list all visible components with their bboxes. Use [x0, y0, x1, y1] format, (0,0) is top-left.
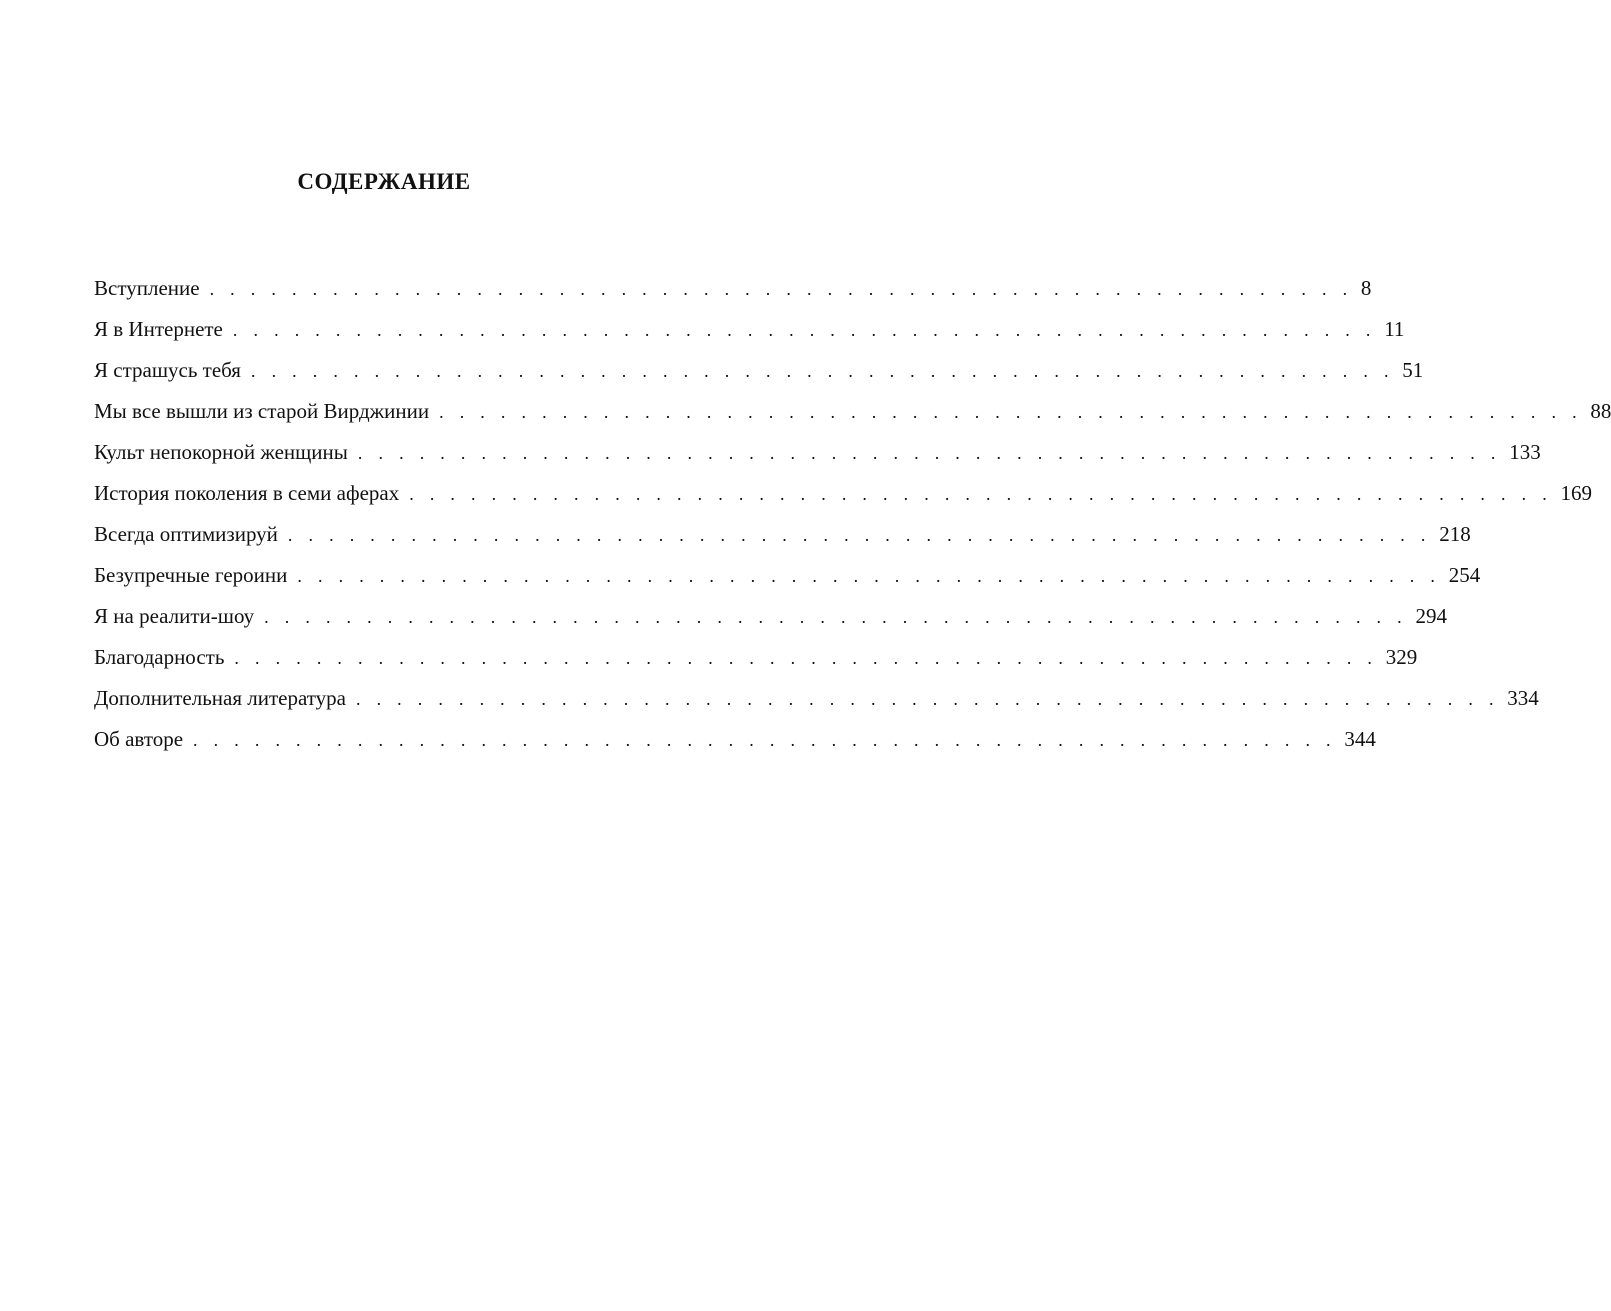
toc-entry-label: Благодарность	[94, 645, 225, 669]
dot-leader: . . . . . . . . . . . . . . . . . . . . . . . . . . . . . . . . . . . . . . . . . . . . . . . . . . . . . . . .	[287, 525, 1432, 545]
toc-entry	[94, 473, 1593, 514]
dot-leader: . . . . . . . . . . . . . . . . . . . . . . . . . . . . . . . . . . . . . . . . . . . . . . . . . . . . . . . .	[250, 361, 1395, 381]
toc-entry	[94, 719, 1376, 760]
toc-entry	[94, 309, 1405, 350]
toc-entry	[94, 268, 1372, 309]
toc-entry-label: Культ непокорной женщины	[94, 440, 348, 464]
toc-entry-label: История поколения в семи аферах	[94, 481, 400, 505]
dot-leader: . . . . . . . . . . . . . . . . . . . . . . . . . . . . . . . . . . . . . . . . . . . . . . . . . . . . . . . .	[234, 648, 1378, 668]
toc-entry	[94, 432, 1541, 473]
toc-entry-page: 334	[1507, 686, 1539, 710]
toc-entry	[94, 391, 1611, 432]
toc-entry-label: Мы все вышли из старой Вирджинии	[94, 399, 430, 423]
toc-entry-label: Я на реалити-шоу	[94, 604, 255, 628]
dot-leader: . . . . . . . . . . . . . . . . . . . . . . . . . . . . . . . . . . . . . . . . . . . . . . . . . . . . . . . .	[232, 320, 1377, 340]
dot-leader: . . . . . . . . . . . . . . . . . . . . . . . . . . . . . . . . . . . . . . . . . . . . . . . . . . . . . . . .	[193, 730, 1337, 750]
toc-entry	[94, 514, 1471, 555]
toc-entry-page: 133	[1509, 440, 1541, 464]
page-title: СОДЕРЖАНИЕ	[297, 169, 471, 194]
toc-entry-page: 8	[1360, 276, 1372, 300]
toc-entry-label: Безупречные героини	[94, 563, 288, 587]
table-of-contents	[94, 268, 1611, 760]
toc-entry	[94, 350, 1424, 391]
toc-entry-page: 294	[1415, 604, 1447, 628]
dot-leader: . . . . . . . . . . . . . . . . . . . . . . . . . . . . . . . . . . . . . . . . . . . . . . . . . . . . . . . .	[209, 279, 1353, 299]
toc-entry-label: Я страшусь тебя	[94, 358, 241, 382]
dot-leader: . . . . . . . . . . . . . . . . . . . . . . . . . . . . . . . . . . . . . . . . . . . . . . . . . . . . . . . .	[297, 566, 1441, 586]
toc-entry-page: 218	[1439, 522, 1471, 546]
dot-leader: . . . . . . . . . . . . . . . . . . . . . . . . . . . . . . . . . . . . . . . . . . . . . . . . . . . . . . . .	[355, 689, 1500, 709]
toc-entry-label: Дополнительная литература	[94, 686, 346, 710]
toc-entry-page: 254	[1448, 563, 1481, 587]
dot-leader: . . . . . . . . . . . . . . . . . . . . . . . . . . . . . . . . . . . . . . . . . . . . . . . . . . . . . . . .	[357, 443, 1502, 463]
toc-entry-page: 11	[1384, 317, 1405, 341]
toc-entry-label: Я в Интернете	[94, 317, 223, 341]
dot-leader: . . . . . . . . . . . . . . . . . . . . . . . . . . . . . . . . . . . . . . . . . . . . . . . . . . . . . . . .	[409, 484, 1553, 504]
dot-leader: . . . . . . . . . . . . . . . . . . . . . . . . . . . . . . . . . . . . . . . . . . . . . . . . . . . . . . . .	[264, 607, 1408, 627]
toc-entry-label: Вступление	[94, 276, 200, 300]
dot-leader: . . . . . . . . . . . . . . . . . . . . . . . . . . . . . . . . . . . . . . . . . . . . . . . . . . . . . . . .	[439, 402, 1583, 422]
toc-entry-page: 51	[1402, 358, 1424, 382]
toc-entry-label: Всегда оптимизируй	[94, 522, 278, 546]
toc-entry	[94, 555, 1481, 596]
toc-entry-page: 344	[1344, 727, 1376, 751]
toc-entry	[94, 637, 1418, 678]
toc-entry	[94, 678, 1539, 719]
toc-entry-label: Об авторе	[94, 727, 184, 751]
toc-entry-page: 329	[1385, 645, 1418, 669]
toc-entry-page: 169	[1560, 481, 1593, 505]
toc-entry-page: 88	[1590, 399, 1611, 423]
toc-entry	[94, 596, 1447, 637]
